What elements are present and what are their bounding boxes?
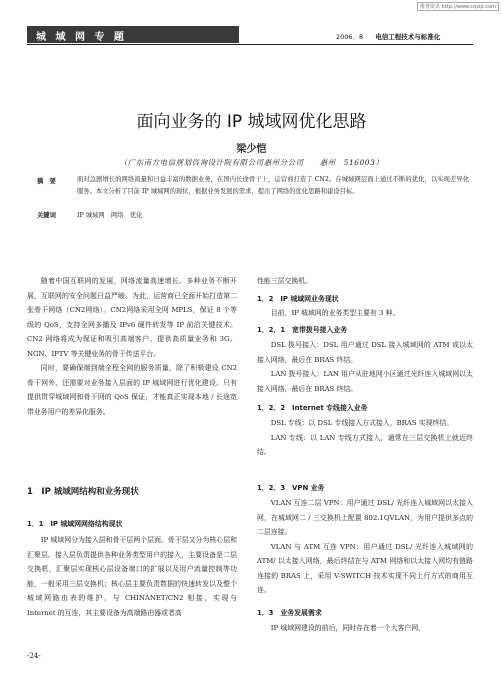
subsection-heading-1-2-3: 1．2．3 VPN 业务 [257, 484, 325, 492]
paragraph: IP 城域网分为接入层和骨干层两个层面。骨干层又分为核心层和汇聚层。接入层负责提供各种业务类型用户的接入，主要设备是二层交换机，汇聚层实现核心层设备端口的扩展以及用户流量控制等功能，一般采用三层交换机；核心层主要负责数据的快速转发以及整个城域网路由表的维护，与 CHINANET/CN2 相接，实现与 Internet 的互连，其主要设备为高端路由器或者高 [27, 536, 237, 617]
watermark: 维普资讯 http://www.cqvip.com [417, 2, 499, 11]
paragraph: 随着中国互联网的发展，网络流量高速增长、多种业务不断开展，互联网的安全问题日益严峻。为此，运营商已全面开始打造第二张骨干网络（CN2网络）。CN2网络采用全网 MPLS，保证 8 个等级的 QoS，支持全网多播及 IPv6 硬件转发等 IP 前沿关键技术。CN2 网络将成为保证和吸引高端客户、提供高质量业务和 3G、NGN、IPTV 等关键业务的骨干传送平台。 [27, 277, 237, 358]
paragraph: DSL 专线：以 DSL 专线接入方式接入，BRAS 实现终结。 [270, 419, 454, 427]
left-column-intro [27, 274, 237, 419]
journal-name: 电信工程技术与标准化 [375, 33, 441, 41]
paragraph: IP 城域网建设的前后，同时存在着一个大客户网， [270, 624, 426, 632]
paragraph: 同时，要确保端到端全程全网的服务质量，除了积极建设 CN2 骨干网外，还需要对业务接入层面的 IP 城域网进行优化建设。只有提供贯穿城域网和骨干网的 QoS 保证，才能真正实现本地 / 长途宽带业务用户的差异化服务。 [27, 364, 237, 416]
right-column-demand [257, 621, 473, 636]
journal-header [336, 32, 440, 41]
paragraph: DSL 拨号接入：DSL 用户通过 DSL 接入城域网的 ATM 或以太接入网络，最后在 BRAS 终结。 [257, 341, 473, 364]
author: 梁少恺 [236, 144, 267, 155]
section-banner [27, 26, 239, 43]
abstract-label: 摘 要 [37, 178, 56, 185]
issue-number: 2006．8 [336, 33, 364, 41]
subsection-heading-1-2-2: 1．2．2 Internet 专线接入业务 [257, 404, 368, 412]
right-column-leased [257, 416, 473, 460]
keywords-text: IP 城域网 网络 优化 [77, 212, 143, 219]
paragraph: LAN 专线：以 LAN 专线方式接入，通常在三层交换机上就近终结。 [257, 433, 473, 456]
subsection-heading-1-2-1: 1．2．1 宽带拨号接入业务 [257, 326, 348, 334]
section-title: 城 域 网 专 题 [36, 32, 127, 43]
abstract-text: 面对急剧增长的网络流量和日益丰富的数据业务，在国内长途骨干上，运营商打造了 CN2。在城域网层面上通过不断的优化，以实现差异化服务。本文分析了目前 IP 城域网的现状，根据业务发展的需求，提出了网络的优化思路和建设目标。 [77, 176, 469, 196]
affiliation: （广东南方电信规划咨询设计院有限公司惠州分公司 惠州 516003） [119, 158, 384, 167]
right-column-p1 [257, 306, 473, 321]
paragraph: VLAN 与 ATM 互连 VPN：用户通过 DSL/ 光纤连入城域网的 ATM/ 以太接入网络，最后终结在与 ATM 网络和以太接入网均有链路连接的 BRAS 上，采用 V-SWITCH 技术实现不同上行方式的商用互连。 [257, 542, 473, 594]
header-rule [27, 44, 473, 45]
section-heading-1: 1 IP 城域网结构和业务现状 [27, 487, 139, 497]
subsection-heading-1-1: 1．1 IP 城域网网络结构现状 [27, 520, 123, 528]
paragraph: VLAN 互连二层 VPN：用户通过 DSL/ 光纤连入城域网以太接入网，在城域网二 / 三交换机上配置 802.1QVLAN，为用户提供多点的二层连接。 [257, 499, 473, 536]
subsection-heading-1-2: 1．2 IP 城域网业务现状 [257, 295, 339, 303]
page-number: -24- [27, 652, 41, 660]
paragraph: LAN 拨号接入：LAN 用户从驻地网小区通过光纤连入城域网以太接入网络，最后在 BRAS 终结。 [257, 370, 473, 393]
subsection-heading-1-3: 1．3 业务发展需求 [257, 609, 322, 617]
paragraph: 目前，IP 城域网的业务类型主要有 3 种。 [270, 309, 400, 317]
article-title: 面向业务的 IP 城域网优化思路 [136, 112, 367, 132]
keywords-label: 关键词 [37, 212, 56, 219]
paragraph: 性能三层交换机。 [257, 277, 313, 285]
right-column-top [257, 274, 473, 289]
right-column-dialup [257, 338, 473, 396]
right-column-vpn [257, 496, 473, 598]
left-column-body [27, 533, 237, 620]
